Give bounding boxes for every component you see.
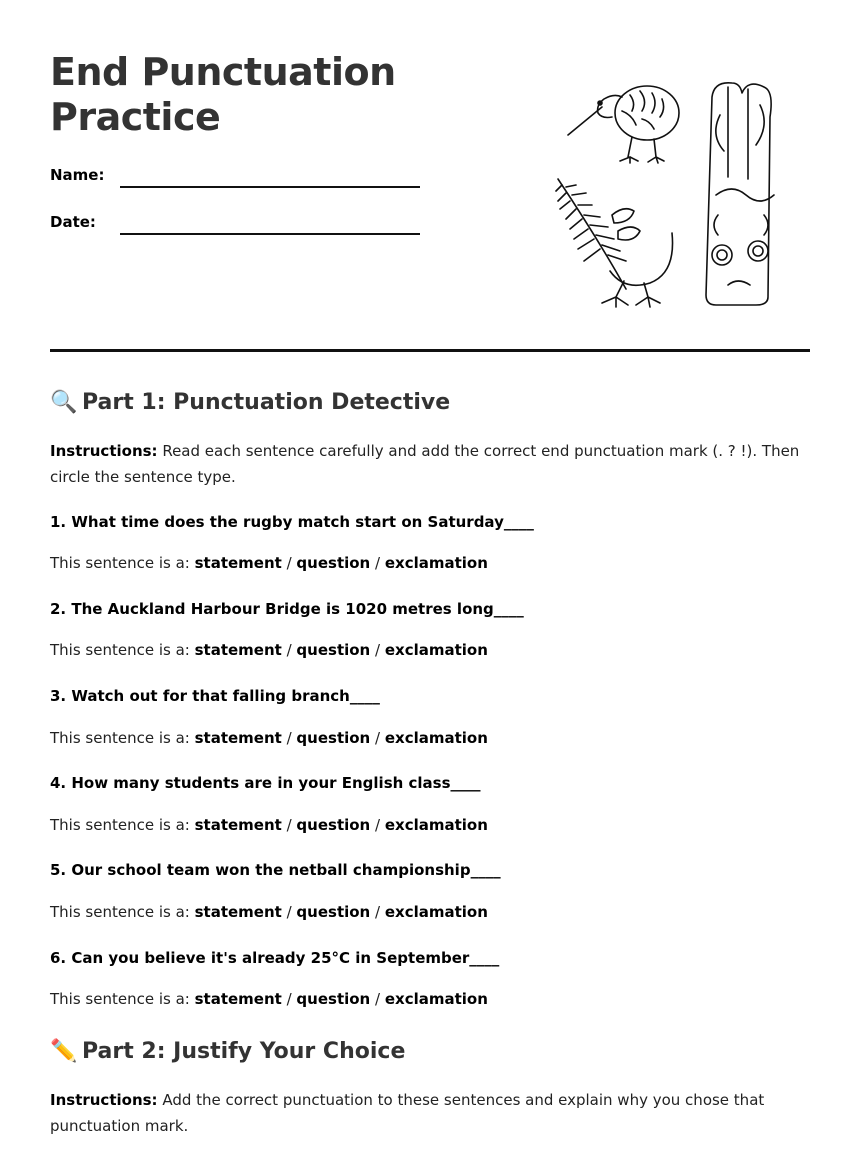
sentence-type-5 <box>50 903 488 921</box>
question-1: 1. What time does the rugby match start on Saturday____ <box>50 513 534 531</box>
part1-instructions <box>50 438 810 490</box>
option-exclamation[interactable]: exclamation <box>384 729 488 747</box>
option-question[interactable]: question <box>296 641 371 659</box>
kiwi-bottom-drawing <box>602 233 673 307</box>
option-statement[interactable]: statement <box>194 990 282 1008</box>
option-question[interactable]: question <box>296 729 371 747</box>
option-question[interactable]: question <box>296 554 371 572</box>
part2-heading <box>50 1039 405 1064</box>
type-prefix: This sentence is a: <box>50 729 195 747</box>
header-divider <box>50 349 810 352</box>
option-exclamation[interactable]: exclamation <box>384 990 488 1008</box>
separator: / <box>370 816 385 834</box>
type-prefix: This sentence is a: <box>50 554 195 572</box>
part1-instr-text: Read each sentence carefully and add the correct end punctuation mark (. ? !). Then circle the sentence type. <box>50 442 800 486</box>
type-prefix: This sentence is a: <box>50 641 195 659</box>
option-exclamation[interactable]: exclamation <box>384 903 488 921</box>
name-line[interactable] <box>120 186 420 188</box>
name-field <box>50 166 104 184</box>
question-3: 3. Watch out for that falling branch____ <box>50 687 380 705</box>
question-2: 2. The Auckland Harbour Bridge is 1020 metres long____ <box>50 600 524 618</box>
option-question[interactable]: question <box>296 903 371 921</box>
fern-drawing <box>556 179 640 289</box>
separator: / <box>281 816 297 834</box>
separator: / <box>370 641 385 659</box>
pencil-icon: ✏️ <box>50 1039 78 1064</box>
option-statement[interactable]: statement <box>194 554 282 572</box>
separator: / <box>281 554 297 572</box>
type-prefix: This sentence is a: <box>50 816 195 834</box>
date-label: Date: <box>50 213 96 231</box>
option-statement[interactable]: statement <box>194 641 282 659</box>
part2-heading-text: Part 2: Justify Your Choice <box>82 1039 406 1064</box>
separator: / <box>281 641 297 659</box>
option-question[interactable]: question <box>296 990 371 1008</box>
sentence-type-4 <box>50 816 488 834</box>
name-label: Name: <box>50 166 105 184</box>
magnifying-glass-icon: 🔍 <box>50 390 78 415</box>
part2-instructions <box>50 1087 810 1139</box>
option-statement[interactable]: statement <box>194 729 282 747</box>
separator: / <box>370 903 385 921</box>
separator: / <box>370 990 385 1008</box>
option-question[interactable]: question <box>296 816 371 834</box>
option-statement[interactable]: statement <box>194 903 282 921</box>
part2-instr-text: Add the correct punctuation to these sentences and explain why you chose that punctuation mark. <box>50 1091 765 1135</box>
part1-heading <box>50 390 450 415</box>
date-field <box>50 213 96 231</box>
sentence-type-2 <box>50 641 488 659</box>
worksheet-title <box>50 50 490 140</box>
part2-instr-label: Instructions: <box>50 1091 158 1109</box>
type-prefix: This sentence is a: <box>50 990 195 1008</box>
separator: / <box>370 729 385 747</box>
separator: / <box>281 729 297 747</box>
question-6: 6. Can you believe it's already 25°C in September____ <box>50 949 500 967</box>
option-exclamation[interactable]: exclamation <box>384 641 488 659</box>
option-exclamation[interactable]: exclamation <box>384 554 488 572</box>
part1-instr-label: Instructions: <box>50 442 158 460</box>
question-4: 4. How many students are in your English class____ <box>50 774 481 792</box>
kiwi-top-drawing <box>568 86 679 163</box>
title-line-1: End Punctuation <box>50 50 396 94</box>
type-prefix: This sentence is a: <box>50 903 195 921</box>
separator: / <box>281 990 297 1008</box>
sentence-type-3 <box>50 729 488 747</box>
sentence-type-1 <box>50 554 488 572</box>
title-line-2: Practice <box>50 95 221 139</box>
part1-heading-text: Part 1: Punctuation Detective <box>82 390 451 415</box>
sentence-type-6 <box>50 990 488 1008</box>
question-5: 5. Our school team won the netball championship____ <box>50 861 501 879</box>
date-line[interactable] <box>120 233 420 235</box>
separator: / <box>370 554 385 572</box>
nz-illustration <box>552 75 792 320</box>
carving-drawing <box>706 83 774 305</box>
option-statement[interactable]: statement <box>194 816 282 834</box>
separator: / <box>281 903 297 921</box>
option-exclamation[interactable]: exclamation <box>384 816 488 834</box>
